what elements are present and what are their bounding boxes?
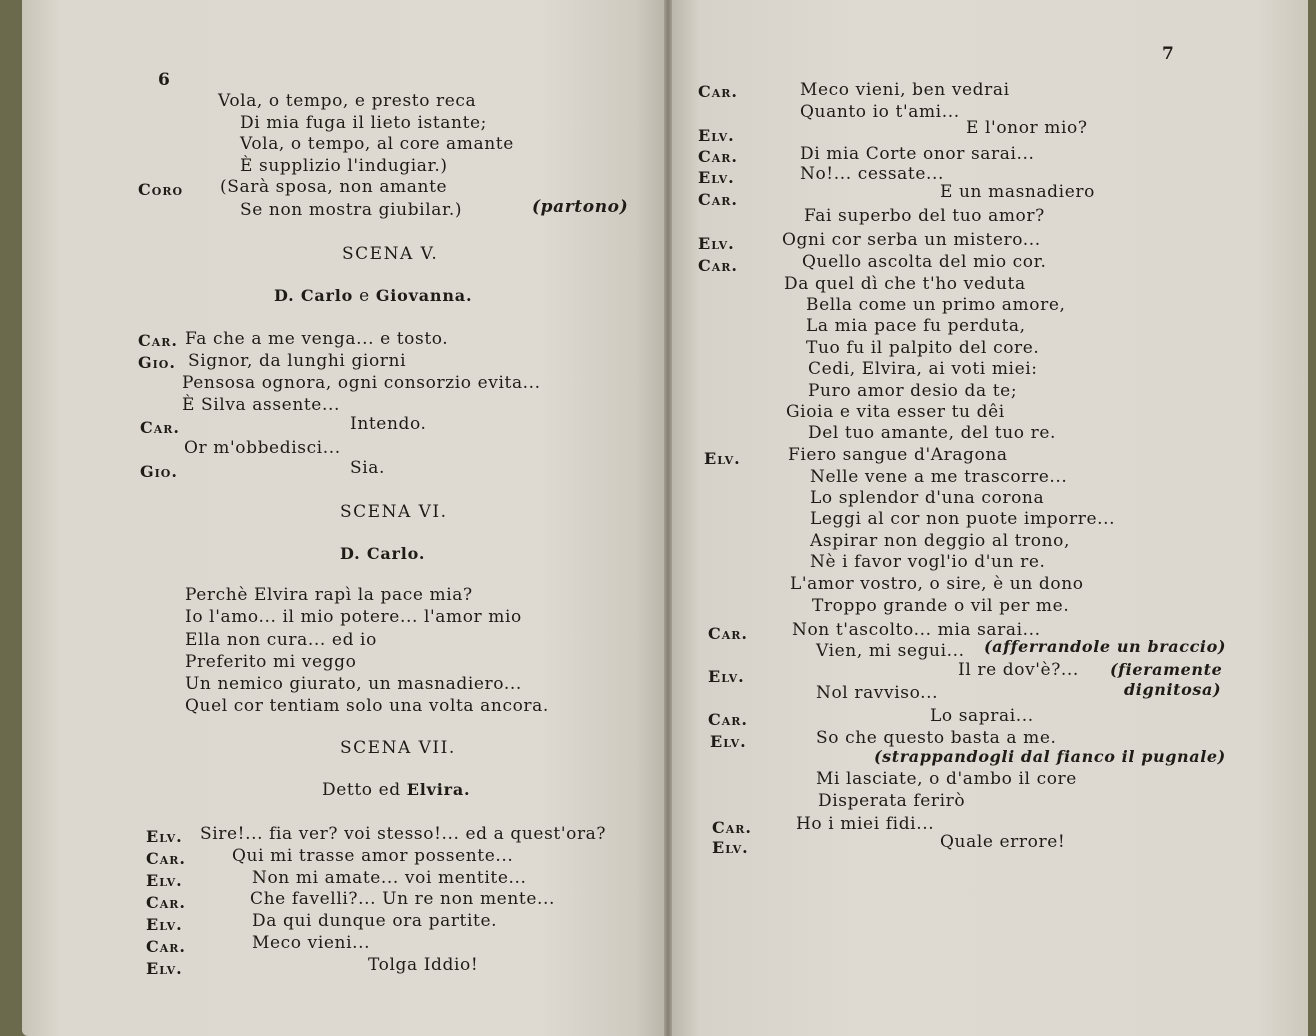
verse-line: Nè i favor vogl'io d'un re. — [810, 552, 1046, 572]
dialog-line: Non mi amate... voi mentite... — [252, 868, 527, 888]
scene-characters — [322, 780, 470, 800]
dialog-line: Intendo. — [350, 414, 427, 434]
speaker-label: Car. — [138, 331, 178, 350]
dialog-line: Da qui dunque ora partite. — [252, 911, 498, 931]
left-page — [22, 0, 668, 1036]
speaker-label: Car. — [712, 818, 752, 837]
dialog-line: Qui mi trasse amor possente... — [232, 846, 514, 866]
monologue-line: Quel cor tentiam solo una volta ancora. — [185, 696, 549, 716]
speaker-label: Elv. — [698, 168, 735, 187]
verse-line: Fiero sangue d'Aragona — [788, 445, 1008, 465]
character-name: Elvira. — [406, 780, 471, 799]
verse-line: L'amor vostro, o sire, è un dono — [790, 574, 1084, 594]
stage-direction: dignitosa) — [1124, 680, 1222, 699]
monologue-line: Perchè Elvira rapì la pace mia? — [185, 585, 473, 605]
verse-line: Quanto io t'ami... — [800, 102, 960, 122]
scene-heading: SCENA VII. — [340, 738, 456, 758]
verse-line: Del tuo amante, del tuo re. — [808, 423, 1056, 443]
right-page — [668, 0, 1308, 1036]
book-gutter — [664, 0, 672, 1036]
speaker-label: Coro — [138, 180, 184, 199]
verse-line: Vola, o tempo, e presto reca — [218, 91, 477, 111]
dialog-line: Fa che a me venga... e tosto. — [185, 329, 449, 349]
speaker-label: Car. — [698, 82, 738, 101]
speaker-label: Elv. — [698, 234, 735, 253]
speaker-label: Elv. — [708, 667, 745, 686]
verse-line: Non t'ascolto... mia sarai... — [792, 620, 1041, 640]
verse-line: Cedi, Elvira, ai voti miei: — [808, 359, 1038, 379]
stage-direction: (strappandogli dal fianco il pugnale) — [874, 747, 1226, 766]
speaker-label: Car. — [140, 418, 180, 437]
page-number: 7 — [1162, 44, 1175, 64]
scene-heading: SCENA V. — [342, 244, 439, 264]
speaker-label: Elv. — [146, 827, 183, 846]
verse-line: Tuo fu il palpito del core. — [806, 338, 1040, 358]
verse-line: Quello ascolta del mio cor. — [802, 252, 1047, 272]
verse-line: Quale errore! — [940, 832, 1066, 852]
verse-line: Lo splendor d'una corona — [810, 488, 1045, 508]
verse-line: E l'onor mio? — [966, 118, 1088, 138]
verse-line: Il re dov'è?... — [958, 660, 1079, 680]
stage-direction: (afferrandole un braccio) — [984, 637, 1227, 656]
dialog-line: Pensosa ognora, ogni consorzio evita... — [182, 373, 541, 393]
dialog-line: Che favelli?... Un re non mente... — [250, 889, 555, 909]
verse-line: Disperata ferirò — [818, 791, 966, 811]
scene-characters: D. Carlo. — [340, 544, 426, 563]
scene-characters — [274, 286, 472, 306]
verse-line: Aspirar non deggio al trono, — [810, 531, 1070, 551]
verse-line: Nelle vene a me trascorre... — [810, 467, 1068, 487]
verse-line: Meco vieni, ben vedrai — [800, 80, 1010, 100]
verse-line: Lo saprai... — [930, 706, 1034, 726]
stage-direction: (fieramente — [1110, 660, 1223, 679]
speaker-label: Elv. — [146, 959, 183, 978]
verse-line: Se non mostra giubilar.) — [240, 200, 463, 220]
speaker-label: Elv. — [710, 732, 747, 751]
speaker-label: Gio. — [140, 462, 178, 481]
verse-line: Ho i miei fidi... — [796, 814, 935, 834]
speaker-label: Gio. — [138, 353, 176, 372]
dialog-line: Or m'obbedisci... — [184, 438, 341, 458]
verse-line: Puro amor desio da te; — [808, 381, 1018, 401]
speaker-label: Car. — [708, 710, 748, 729]
character-name: D. Carlo — [274, 286, 354, 305]
conjunction: e — [359, 286, 370, 306]
speaker-label: Car. — [698, 256, 738, 275]
verse-line: Troppo grande o vil per me. — [812, 596, 1070, 616]
verse-line: Ogni cor serba un mistero... — [782, 230, 1041, 250]
speaker-label: Elv. — [698, 126, 735, 145]
speaker-label: Car. — [146, 893, 186, 912]
verse-line: Vien, mi segui... — [816, 641, 965, 661]
dialog-line: È Silva assente... — [182, 395, 340, 415]
verse-line: No!... cessate... — [800, 164, 945, 184]
verse-line: (Sarà sposa, non amante — [220, 177, 448, 197]
dialog-line: Meco vieni... — [252, 933, 371, 953]
verse-line: Mi lasciate, o d'ambo il core — [816, 769, 1077, 789]
speaker-label: Car. — [698, 147, 738, 166]
dialog-line: Signor, da lunghi giorni — [188, 351, 407, 371]
verse-line: Nol ravviso... — [816, 683, 939, 703]
monologue-line: Un nemico giurato, un masnadiero... — [185, 674, 522, 694]
speaker-label: Car. — [698, 190, 738, 209]
dialog-line: Sire!... fia ver? voi stesso!... ed a quest'ora? — [200, 824, 607, 844]
speaker-label: Car. — [146, 937, 186, 956]
verse-line: È supplizio l'indugiar.) — [240, 156, 448, 176]
verse-line: So che questo basta a me. — [816, 728, 1057, 748]
speaker-label: Elv. — [146, 871, 183, 890]
speaker-label: Car. — [146, 849, 186, 868]
verse-line: La mia pace fu perduta, — [806, 316, 1026, 336]
verse-line: Gioia e vita esser tu dêi — [786, 402, 1005, 422]
verse-line: E un masnadiero — [940, 182, 1095, 202]
speaker-label: Car. — [708, 624, 748, 643]
verse-line: Fai superbo del tuo amor? — [804, 206, 1045, 226]
verse-line: Bella come un primo amore, — [806, 295, 1066, 315]
dialog-line: Tolga Iddio! — [368, 955, 479, 975]
dialog-line: Sia. — [350, 458, 386, 478]
stage-direction: (partono) — [532, 197, 629, 217]
speaker-label: Elv. — [146, 915, 183, 934]
speaker-label: Elv. — [704, 449, 741, 468]
verse-line: Di mia fuga il lieto istante; — [240, 113, 488, 133]
monologue-line: Ella non cura... ed io — [185, 630, 377, 650]
scene-characters-intro: Detto ed — [322, 780, 401, 800]
character-name: Giovanna. — [375, 286, 473, 305]
speaker-label: Elv. — [712, 838, 749, 857]
monologue-line: Io l'amo... il mio potere... l'amor mio — [185, 607, 522, 627]
verse-line: Di mia Corte onor sarai... — [800, 144, 1035, 164]
scene-heading: SCENA VI. — [340, 502, 448, 522]
verse-line: Vola, o tempo, al core amante — [240, 134, 514, 154]
verse-line: Da quel dì che t'ho veduta — [784, 274, 1026, 294]
monologue-line: Preferito mi veggo — [185, 652, 357, 672]
page-number: 6 — [158, 70, 171, 90]
verse-line: Leggi al cor non puote imporre... — [810, 509, 1116, 529]
